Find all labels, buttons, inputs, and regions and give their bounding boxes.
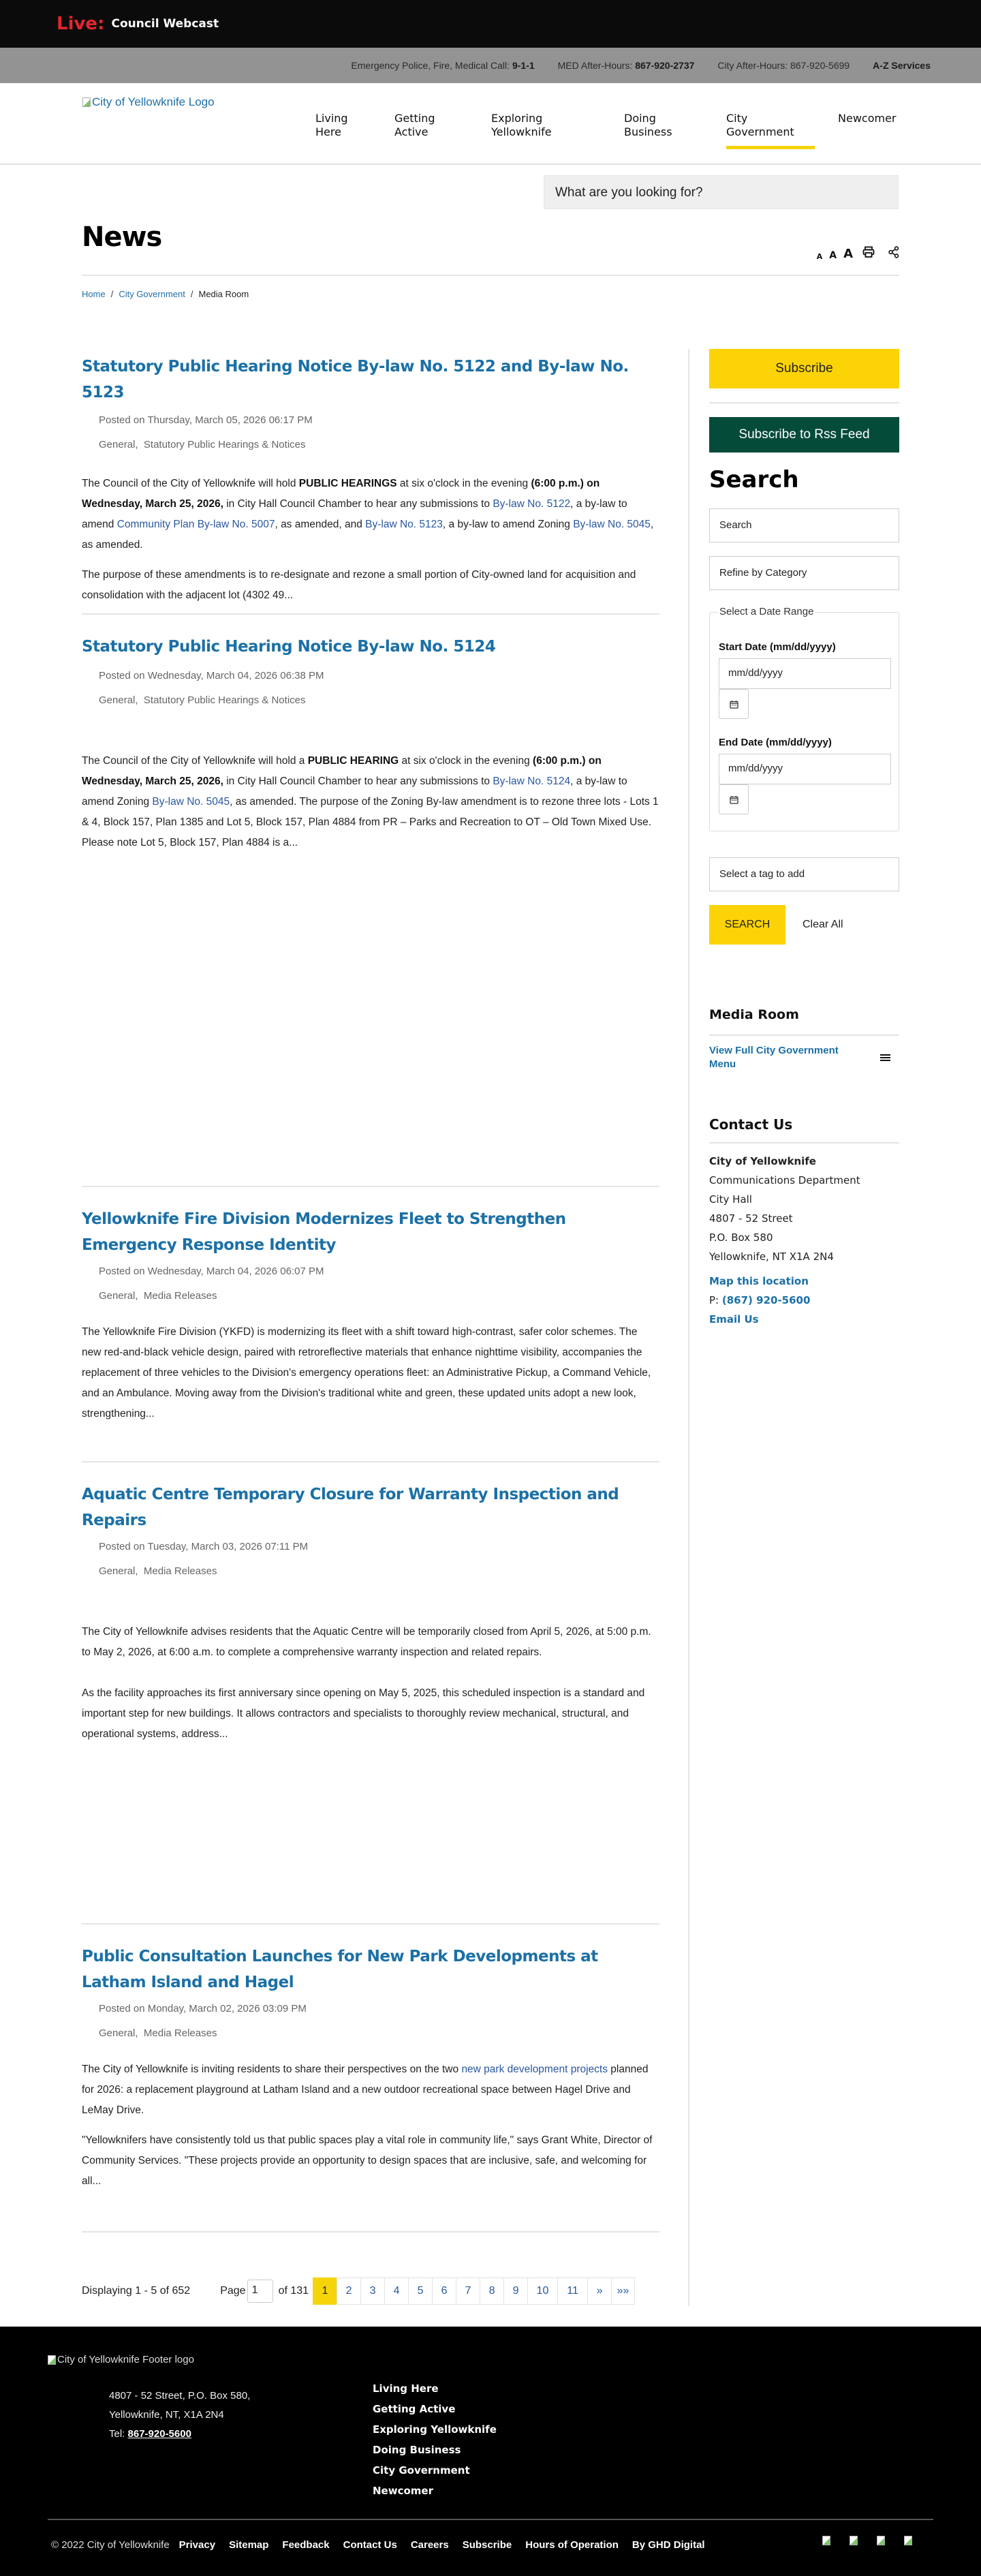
email-us-link[interactable]: Email Us [709,1313,759,1325]
next-page-button[interactable]: » [587,2278,611,2305]
footer-link-contact-us[interactable]: Contact Us [343,2539,397,2551]
clear-all-button[interactable]: Clear All [803,919,843,930]
site-logo[interactable]: City of Yellowknife Logo [82,95,215,109]
calendar-icon [730,700,738,709]
utility-bar [0,48,981,83]
sidebar [709,349,899,1329]
total-pages: of 131 [278,2285,309,2297]
news-title-link[interactable]: Aquatic Centre Temporary Closure for Warranty Inspection and Repairs [82,1486,619,1529]
breadcrumb-city-government[interactable]: City Government [119,289,185,299]
social-youtube-icon[interactable] [904,2536,912,2545]
nav-city-government[interactable]: City Government [726,112,838,139]
page-11[interactable]: 11 [557,2278,587,2305]
emergency-info: Emergency Police, Fire, Medical Call: 9-1-1 [351,60,535,71]
divider [709,1142,899,1144]
footer-link-sitemap[interactable]: Sitemap [229,2539,269,2551]
nav-newcomer[interactable]: Newcomer [838,112,897,125]
page-7[interactable]: 7 [456,2278,480,2305]
page-tools [817,246,899,261]
category-select[interactable]: Refine by Category [709,556,899,590]
posted-date: Posted on Monday, March 02, 2026 03:09 PM [99,2003,307,2014]
site-footer [0,2327,981,2576]
categories: General, Statutory Public Hearings & Notices [99,439,306,450]
broken-image-icon [48,2355,56,2365]
community-plan-bylaw-link[interactable]: Community Plan By-law No. 5007 [116,519,275,530]
category-link[interactable]: Statutory Public Hearings & Notices [143,439,306,450]
page-links [313,2278,635,2305]
footer-nav-doing-business[interactable]: Doing Business [373,2444,461,2456]
footer-nav-exploring-yellowknife[interactable]: Exploring Yellowknife [373,2423,497,2436]
categories: General, Media Releases [99,2027,217,2039]
start-date-input[interactable]: mm/dd/yyyy [719,658,891,689]
news-title-link[interactable]: Yellowknife Fire Division Modernizes Fleet to Strengthen Emergency Response Identity [82,1210,566,1254]
footer-nav-city-government[interactable]: City Government [373,2464,470,2477]
nav-doing-business[interactable]: Doing Business [624,112,672,138]
full-menu-toggle[interactable] [709,1044,899,1071]
category-link[interactable]: Media Releases [143,1565,217,1577]
bylaw-5045-link[interactable]: By-law No. 5045 [573,519,651,530]
footer-link-ghd-digital[interactable]: By GHD Digital [632,2539,705,2551]
site-header [0,83,981,165]
footer-link-careers[interactable]: Careers [410,2539,449,2551]
news-excerpt: The Council of the City of Yellowknife will hold a PUBLIC HEARING at six o'clock in the evening (6:00 p.m.) on Wednesday, March 25, 2026, in City Hall Council Chamber to hear any submissions to By-law No. 5124, a by-law to amend Zoning By-law No. 5045, as amended. The purpose of the Zoning By-law amendment is to rezone three lots - Lots 1 & 4, Block 157, Plan 1385 and Lot 5, Block 157, Plan 4884 from PR – Parks and Recreation to OT – Old Town Mixed Use. Please note Lot 5, Block 157, Plan 4884 is a... [82,755,659,848]
hamburger-menu-icon [880,1054,891,1062]
footer-nav-getting-active[interactable]: Getting Active [373,2403,456,2415]
contact-heading: Contact Us [709,1116,793,1133]
phone-link[interactable]: (867) 920-5600 [721,1294,811,1306]
page-3[interactable]: 3 [360,2278,384,2305]
med-number[interactable]: 867-920-2737 [635,60,695,71]
news-search-input[interactable]: Search [709,508,899,542]
page-title: News [82,221,162,253]
subscribe-button[interactable]: Subscribe [709,349,899,388]
posted-date: Posted on Tuesday, March 03, 2026 07:11 PM [99,1541,309,1552]
news-item [82,1925,659,2233]
category-link[interactable]: Statutory Public Hearings & Notices [143,694,306,706]
print-icon[interactable] [862,246,875,261]
page-number-input[interactable]: 1 [247,2280,273,2303]
footer-link-feedback[interactable]: Feedback [282,2539,330,2551]
footer-nav [373,2378,497,2501]
end-date-label: End Date (mm/dd/yyyy) [719,737,832,748]
media-room-heading: Media Room [709,1007,799,1022]
page-header [82,221,899,276]
nav-exploring-yellowknife[interactable]: Exploring Yellowknife [491,112,552,138]
news-excerpt: The Yellowknife Fire Division (YKFD) is modernizing its fleet with a shift toward high-contrast, safer color schemes. The new red-and-black vehicle design, paired with retroreflective materials that enhance nighttime visibility, accompanies the replacement of three vehicles to the Division's emergency operations fleet: an Administrative Pickup, a Command Vehicle, and an Ambulance. Moving away from the Division's traditional white and green, these updated units adopt a new look, strengthening... [82,1326,651,1420]
map-location-link[interactable]: Map this location [709,1275,809,1287]
tag-select[interactable]: Select a tag to add [709,857,899,891]
posted-date: Posted on Thursday, March 05, 2026 06:17 PM [99,414,313,426]
news-title-link[interactable]: Statutory Public Hearing Notice By-law No. 5124 [82,638,496,656]
category-link[interactable]: Media Releases [143,2027,217,2039]
search-heading: Search [709,466,799,493]
calendar-icon [730,795,738,804]
page-8[interactable]: 8 [480,2278,503,2305]
search-button[interactable]: SEARCH [709,905,785,945]
page-10[interactable]: 10 [527,2278,557,2305]
news-excerpt: The Council of the City of Yellowknife will hold PUBLIC HEARINGS at six o'clock in the evening (6:00 p.m.) on Wednesday, March 25, 2026, in City Hall Council Chamber to hear any submissions to By-law No. 5122, a by-law to amend Community Plan By-law No. 5007, as amended, and By-law No. 5123, a by-law to amend Zoning By-law No. 5045, as amended. The purpose of these amendments is to re-designate and rezone a small portion of City-owned land for acquisition and consolidation with the adjacent lot (4302 49... [82,478,654,601]
divider [709,402,899,403]
social-instagram-icon[interactable] [877,2536,885,2545]
site-search-input[interactable]: What are you looking for? [544,175,899,209]
news-list [82,349,659,2233]
footer-link-privacy[interactable]: Privacy [178,2539,216,2551]
page-6[interactable]: 6 [432,2278,456,2305]
last-page-button[interactable]: »» [611,2278,635,2305]
footer-bottom-links [51,2539,705,2551]
end-date-calendar-button[interactable] [719,784,749,814]
social-twitter-icon[interactable] [850,2536,858,2545]
share-icon[interactable] [888,246,899,261]
news-title-link[interactable]: Public Consultation Launches for New Park Developments at Latham Island and Hagel [82,1948,598,1991]
footer-link-subscribe[interactable]: Subscribe [462,2539,512,2551]
nav-living-here[interactable]: Living Here [315,112,348,138]
news-excerpt: The City of Yellowknife is inviting residents to share their perspectives on the two new park development projects planned for 2026: a replacement playground at Latham Island and a new outdoor recreational space between Hagel Drive and LeMay Drive. "Yellowknifers have consistently told us that public spaces play a vital role in community life," says Grant White, Director of Community Services. "These projects provide an opportunity to design spaces that are inclusive, safe, and welcoming for all... [82,2064,653,2187]
page-4[interactable]: 4 [384,2278,408,2305]
column-divider [688,349,689,2306]
emergency-number[interactable]: 9-1-1 [512,60,535,71]
page-9[interactable]: 9 [503,2278,527,2305]
bylaw-5124-link[interactable]: By-law No. 5124 [493,776,571,787]
council-webcast-link[interactable]: Council Webcast [111,17,219,31]
news-item [82,1462,659,1925]
start-date-calendar-button[interactable] [719,689,749,719]
social-links [822,2536,912,2545]
news-excerpt: The City of Yellowknife advises residents that the Aquatic Centre will be temporarily closed from April 5, 2026, at 5:00 p.m. to May 2, 2026, at 6:00 a.m. to complete a comprehensive warranty inspection and related repairs. As the facility approaches its first anniversary since opening on May 5, 2025, this scheduled inspection is a standard and important step for new buildings. It allows contractors and specialists to thoroughly review mechanical, structural, and operational systems, address... [82,1626,651,1740]
font-size-small-button[interactable]: A [816,252,823,261]
posted-date: Posted on Wednesday, March 04, 2026 06:38 PM [99,670,324,681]
med-after-hours: MED After-Hours: 867-920-2737 [557,60,695,71]
footer-nav-newcomer[interactable]: Newcomer [373,2485,433,2497]
date-range-legend: Select a Date Range [719,606,814,617]
nav-getting-active[interactable]: Getting Active [394,112,435,138]
category-link[interactable]: Media Releases [143,1290,217,1302]
main-nav [315,112,906,139]
view-full-menu-link[interactable]: View Full City Government Menu [709,1045,839,1070]
news-item [82,615,659,1187]
displaying-count: Displaying 1 - 5 of 652 [82,2285,191,2297]
bylaw-5122-link[interactable]: By-law No. 5122 [493,498,571,510]
categories: General, Media Releases [99,1565,217,1577]
page-2[interactable]: 2 [337,2278,360,2305]
breadcrumb-current: Media Room [198,289,249,299]
social-facebook-icon[interactable] [822,2536,830,2545]
live-label: Live: [57,14,105,34]
pagination: Displaying 1 - 5 of 652 Page 1 of 131 1 2 3 4 5 6 7 8 9 10 11 » »» [82,2278,659,2305]
footer-divider [48,2519,933,2520]
news-item [82,349,659,615]
date-range-fieldset [709,606,899,831]
copyright: © 2022 City of Yellowknife [51,2539,170,2551]
footer-address: 4807 - 52 Street, P.O. Box 580, Yellowknife, NT, X1A 2N4 Tel: 867-920-5600 [109,2390,251,2440]
footer-phone-link[interactable]: 867-920-5600 [127,2428,191,2440]
categories: General, Statutory Public Hearings & Notices [99,694,306,706]
page-1[interactable]: 1 [313,2278,337,2305]
a-z-services-link[interactable]: A-Z Services [873,60,931,71]
divider [709,1034,899,1036]
broken-image-icon [82,97,91,107]
start-date-label: Start Date (mm/dd/yyyy) [719,641,836,653]
breadcrumb: Home / City Government / Media Room [82,289,249,299]
bylaw-5045-link[interactable]: By-law No. 5045 [152,796,230,808]
bylaw-5123-link[interactable]: By-law No. 5123 [365,519,443,530]
rss-feed-button[interactable]: Subscribe to Rss Feed [709,417,899,453]
contact-block: City of Yellowknife Communications Department City Hall 4807 - 52 Street P.O. Box 580 Yellowknife, NT X1A 2N4 Map this location P: (867) 920-5600 Email Us [709,1152,899,1329]
categories: General, Media Releases [99,1290,217,1302]
footer-nav-living-here[interactable]: Living Here [373,2382,439,2395]
font-size-medium-button[interactable]: A [829,250,837,261]
news-title-link[interactable]: Statutory Public Hearing Notice By-law No. 5122 and By-law No. 5123 [82,358,629,401]
park-projects-link[interactable]: new park development projects [461,2064,608,2075]
footer-link-hours[interactable]: Hours of Operation [525,2539,619,2551]
end-date-input[interactable]: mm/dd/yyyy [719,754,891,784]
footer-logo[interactable]: City of Yellowknife Footer logo [48,2354,194,2365]
city-after-hours[interactable]: City After-Hours: 867-920-5699 [717,60,850,71]
search-actions [709,905,899,945]
breadcrumb-home[interactable]: Home [82,289,106,299]
font-size-large-button[interactable]: A [843,247,853,261]
news-item [82,1187,659,1462]
page-5[interactable]: 5 [408,2278,432,2305]
posted-date: Posted on Wednesday, March 04, 2026 06:07 PM [99,1266,324,1277]
live-webcast-bar[interactable] [0,0,981,48]
